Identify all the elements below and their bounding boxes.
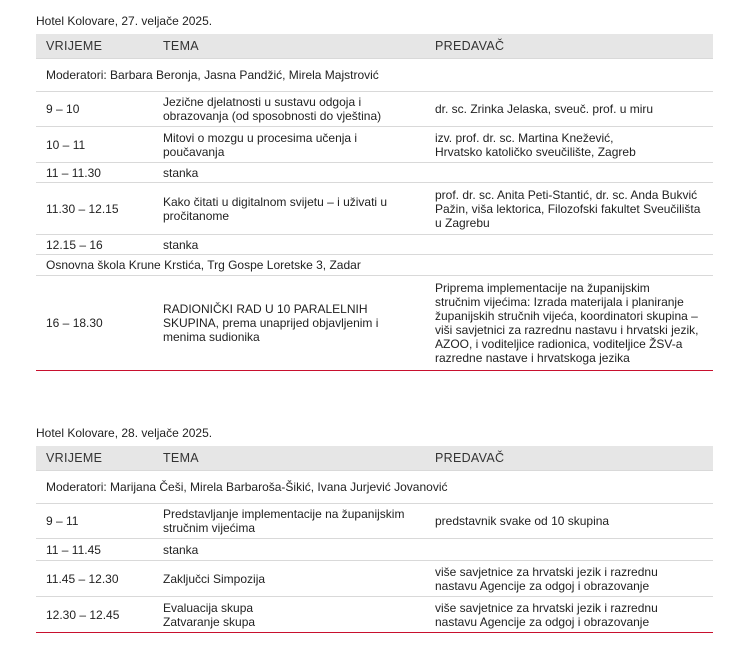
- table-header-row: [36, 34, 713, 59]
- table-row: [36, 127, 713, 163]
- header-speaker: PREDAVAČ: [425, 446, 713, 471]
- header-time: VRIJEME: [36, 34, 153, 59]
- day1-schedule-table: [36, 34, 713, 371]
- speaker-cell: prof. dr. sc. Anita Peti-Stantić, dr. sc. Anda Bukvić Pažin, viša lektorica, Filozofski fakultet Sveučilišta u Zagrebu: [425, 183, 713, 235]
- table-header-row: [36, 446, 713, 471]
- time-cell: 16 – 18.30: [36, 276, 153, 371]
- moderators-row: [36, 471, 713, 504]
- topic-cell: Zaključci Simpozija: [153, 561, 425, 597]
- header-topic: TEMA: [153, 446, 425, 471]
- topic-cell: Mitovi o mozgu u procesima učenja i poučavanja: [153, 127, 425, 163]
- header-time: VRIJEME: [36, 446, 153, 471]
- table-row: [36, 561, 713, 597]
- speaker-cell: [425, 235, 713, 255]
- moderators-text: Moderatori: Marijana Češi, Mirela Barbaroša-Šikić, Ivana Jurjević Jovanović: [36, 471, 713, 504]
- time-cell: 12.15 – 16: [36, 235, 153, 255]
- table-row: [36, 597, 713, 633]
- day2-section: [36, 420, 713, 633]
- table-row: [36, 92, 713, 127]
- speaker-cell: izv. prof. dr. sc. Martina Knežević, Hrvatsko katoličko sveučilište, Zagreb: [425, 127, 713, 163]
- header-topic: TEMA: [153, 34, 425, 59]
- speaker-cell: dr. sc. Zrinka Jelaska, sveuč. prof. u miru: [425, 92, 713, 127]
- topic-cell: Predstavljanje implementacije na županijskim stručnim vijećima: [153, 504, 425, 539]
- topic-cell: RADIONIČKI RAD U 10 PARALELNIH SKUPINA, prema unaprijed objavljenim i menima sudionika: [153, 276, 425, 371]
- speaker-cell: [425, 163, 713, 183]
- table-row: [36, 163, 713, 183]
- time-cell: 11.45 – 12.30: [36, 561, 153, 597]
- location-text: Osnovna škola Krune Krstića, Trg Gospe Loretske 3, Zadar: [36, 255, 713, 276]
- time-cell: 11 – 11.45: [36, 539, 153, 561]
- time-cell: 9 – 10: [36, 92, 153, 127]
- time-cell: 12.30 – 12.45: [36, 597, 153, 633]
- table-row: [36, 276, 713, 371]
- speaker-cell: Priprema implementacije na županijskim stručnim vijećima: Izrada materijala i planiranje županijskih stručnih vijeća, koordinatori skupina – viši savjetnici za razrednu nastavu i hrvatski jezik, AZOO, i voditeljice radionica, voditeljice ŽSV-a razredne nastave i hrvatskoga jezika: [425, 276, 713, 371]
- time-cell: 11 – 11.30: [36, 163, 153, 183]
- location-row: [36, 255, 713, 276]
- moderators-row: [36, 59, 713, 92]
- day2-venue-date: Hotel Kolovare, 28. veljače 2025.: [36, 426, 213, 440]
- topic-cell: stanka: [153, 163, 425, 183]
- table-row: [36, 235, 713, 255]
- speaker-cell: više savjetnice za hrvatski jezik i razrednu nastavu Agencije za odgoj i obrazovanje: [425, 561, 713, 597]
- speaker-cell: [425, 539, 713, 561]
- topic-cell: stanka: [153, 235, 425, 255]
- day2-schedule-table: [36, 446, 713, 633]
- day1-venue-date: Hotel Kolovare, 27. veljače 2025.: [36, 14, 213, 28]
- topic-cell: Kako čitati u digitalnom svijetu – i uživati u pročitanome: [153, 183, 425, 235]
- speaker-cell: više savjetnice za hrvatski jezik i razrednu nastavu Agencije za odgoj i obrazovanje: [425, 597, 713, 633]
- table-row: [36, 183, 713, 235]
- speaker-cell: predstavnik svake od 10 skupina: [425, 504, 713, 539]
- topic-cell: Jezične djelatnosti u sustavu odgoja i obrazovanja (od sposobnosti do vještina): [153, 92, 425, 127]
- time-cell: 11.30 – 12.15: [36, 183, 153, 235]
- table-row: [36, 539, 713, 561]
- time-cell: 9 – 11: [36, 504, 153, 539]
- time-cell: 10 – 11: [36, 127, 153, 163]
- moderators-text: Moderatori: Barbara Beronja, Jasna Pandžić, Mirela Majstrović: [36, 59, 713, 92]
- day1-section: [36, 8, 713, 371]
- topic-cell: Evaluacija skupa Zatvaranje skupa: [153, 597, 425, 633]
- header-speaker: PREDAVAČ: [425, 34, 713, 59]
- table-row: [36, 504, 713, 539]
- topic-cell: stanka: [153, 539, 425, 561]
